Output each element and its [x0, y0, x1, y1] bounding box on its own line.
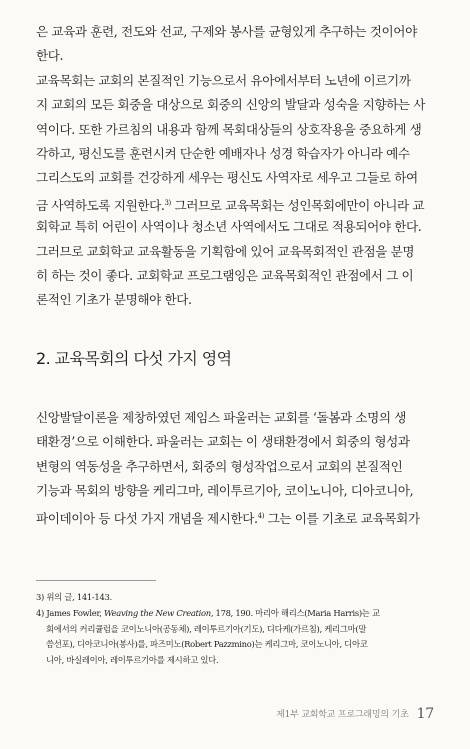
text-segment: 그는 이를 기초로 교육목회가	[264, 510, 420, 526]
text-segment: 그러므로 교육목회는 성인목회에만이 아니라 교	[170, 197, 425, 213]
text-line: 그러므로 교회학교 교육활동을 기획함에 있어 교육목회적인 관점을 분명	[36, 243, 415, 259]
footnotes	[36, 590, 436, 669]
text-line: 한다.	[36, 48, 64, 64]
footnote-4	[36, 606, 436, 622]
page-footer	[276, 706, 434, 722]
footnote-text: , 178, 190. 마리아 해리스(Maria Harris)는 교	[210, 607, 380, 618]
text-line: 각하고, 평신도를 훈련시켜 단순한 예배자나 성경 학습자가 아니라 예수	[36, 145, 410, 161]
page-number: 17	[416, 706, 434, 722]
text-line: 역이다. 또한 가르침의 내용과 함께 목회대상들의 상호작용을 중요하게 생	[36, 121, 422, 137]
footnote-continuation: 씀선포), 디아코니아(봉사)를, 파즈미노(Robert Pazzmino)는 케리그마, 코이노니아, 디아코	[46, 639, 368, 650]
text-line: 태환경’으로 이해한다. 파울러는 교회는 이 생태환경에서 회중의 형성과	[36, 434, 410, 450]
text-line: 그리스도의 교회를 건강하게 세우는 평신도 사역자로 세우고 그들로 하여	[36, 170, 418, 186]
text-line: 교육목회는 교회의 본질적인 기능으로서 유아에서부터 노년에 이르기까	[36, 72, 411, 88]
text-line: 기능과 목회의 방향을 케리그마, 레이투르기아, 코이노니아, 디아코니아,	[36, 483, 414, 499]
text-line: 신앙발달이론을 제창하였던 제임스 파울러는 교회를 ‘돌봄과 소명의 생	[36, 410, 407, 425]
text-line: 회학교 특히 어린이 사역이나 청소년 사역에서도 그대로 적용되어야 한다.	[36, 219, 422, 235]
footnote-3: 3) 위의 글, 141-143.	[36, 592, 112, 602]
footnote-ref: 3)	[164, 198, 171, 207]
book-title: Weaving the New Creation	[103, 607, 211, 618]
text-line: 변형의 역동성을 추구하면서, 회중의 형성작업으로서 교회의 본질적인	[36, 458, 403, 474]
footnote-ref: 4)	[257, 511, 265, 520]
paragraph-educational-ministry	[36, 20, 434, 313]
text-line	[36, 504, 434, 528]
text-segment: 금 사역하도록 지원한다.	[36, 197, 165, 213]
text-line: 히 하는 것이 좋다. 교회학교 프로그램잉은 교육목회적인 관점에서 그 이	[36, 267, 414, 283]
text-line: 론적인 기초가 분명해야 한다.	[36, 292, 192, 308]
footnote-continuation: 회에서의 커리큘럼을 코이노니아(공동체), 레이투르기아(기도), 디다케(가르침), 케리그마(말	[46, 623, 367, 634]
text-line: 지 교회의 모든 회중을 대상으로 회중의 신앙의 발달과 성숙을 지향하는 사	[36, 97, 425, 113]
text-line	[36, 191, 434, 215]
running-title: 제1부 교회학교 프로그래밍의 기초	[276, 710, 409, 720]
text-segment: 파이데이아 등 다섯 가지 개념을 제시한다.	[36, 510, 258, 526]
footnote-continuation: 니아, 바실레이아, 레이투르기아를 제시하고 있다.	[46, 655, 219, 666]
footnote-text: 4) James Fowler,	[36, 607, 104, 618]
paragraph-fowler	[36, 406, 434, 528]
text-line: 은 교육과 훈련, 전도와 선교, 구제와 봉사를 균형있게 추구하는 것이어야	[36, 24, 417, 39]
footnote-divider	[36, 580, 156, 581]
section-heading: 2. 교육목회의 다섯 가지 영역	[36, 349, 232, 368]
